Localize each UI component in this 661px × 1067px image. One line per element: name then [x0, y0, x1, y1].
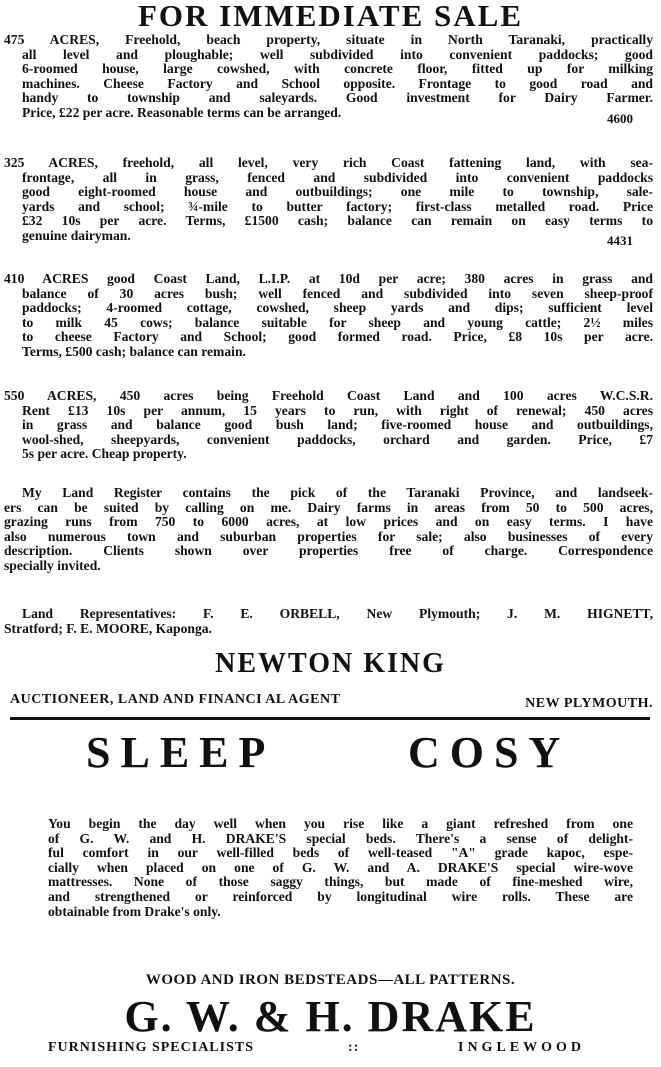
- register-line: also numerous town and suburban properties for sale; also businesses of every: [4, 528, 653, 544]
- listing-line: wool-shed, sheepyards, convenient paddocks, orchard and garden. Price, £7: [22, 431, 653, 447]
- agent-location: NEW PLYMOUTH.: [525, 696, 653, 711]
- listing-line: good eight-roomed house and outbuildings; one mile to township, sale-: [22, 184, 653, 200]
- register-line: grazing runs from 750 to 6000 acres, at low prices and on easy terms. I have: [4, 514, 653, 530]
- listing-325-acres: [0, 155, 661, 248]
- body-line: cially when placed on one of G. W. and A. DRAKE'S special wire-wove: [48, 859, 633, 875]
- listing-line: Rent £13 10s per annum, 15 years to run, with right of renewal; 450 acres: [22, 402, 653, 418]
- listing-line: to milk 45 cows; balance suitable for sheep and young cattle; 2½ miles: [22, 314, 653, 330]
- land-register-paragraph: [0, 486, 661, 574]
- firm-name: G. W. & H. DRAKE: [124, 992, 537, 1041]
- listing-line: 325 ACRES, freehold, all level, very rich Coast fattening land, with sea-: [4, 155, 653, 170]
- representatives-line: Land Representatives: F. E. ORBELL, New Plymouth; J. M. HIGNETT,: [22, 606, 653, 621]
- listing-line: [0, 104, 661, 126]
- listing-line-text: Price, £22 per acre. Reasonable terms can be arranged.: [22, 104, 342, 120]
- body-line: and strengthened or reinforced by longitudinal wire rolls. These are: [48, 888, 633, 904]
- register-line: My Land Register contains the pick of the Taranaki Province, and landseek-: [22, 485, 653, 500]
- listing-line: frontage, all in grass, fenced and subdivided into convenient paddocks: [22, 169, 653, 185]
- sleep-cosy-body: [0, 817, 661, 919]
- listing-475-acres: [0, 32, 661, 126]
- listing-line: paddocks; 4-roomed cottage, cowshed, sheep yards and dips; sufficient level: [22, 300, 653, 316]
- listing-line: all level and ploughable; well subdivided into convenient paddocks; good: [22, 46, 653, 62]
- listing-410-acres: [0, 272, 661, 360]
- listing-line-text: genuine dairyman.: [22, 227, 131, 243]
- listing-line: 475 ACRES, Freehold, beach property, situate in North Taranaki, practically: [4, 32, 653, 47]
- listing-line: 5s per acre. Cheap property.: [22, 446, 187, 462]
- body-line: mattresses. None of those saggy things, but made of fine-meshed wire,: [48, 874, 633, 890]
- listing-line: to cheese Factory and School; good formed road. Price, £8 10s per acre.: [22, 329, 653, 345]
- ad-divider-rule: [10, 717, 650, 720]
- agent-title: AUCTIONEER, LAND AND FINANCI AL AGENT: [10, 692, 341, 707]
- listing-line: balance of 30 acres bush; well fenced and subdivided into seven sheep-proof: [22, 285, 653, 301]
- firm-town: INGLEWOOD: [458, 1040, 586, 1055]
- listing-line: yards and school; ¾-mile to butter factory; first-class metalled road. Price: [22, 198, 653, 214]
- agent-name: NEWTON KING: [215, 648, 446, 679]
- body-line: You begin the day well when you rise like a giant refreshed from one: [48, 816, 633, 831]
- bedsteads-line: WOOD AND IRON BEDSTEADS—ALL PATTERNS.: [145, 972, 516, 988]
- firm-specialty: FURNISHING SPECIALISTS: [48, 1040, 254, 1055]
- listing-line: Terms, £500 cash; balance can remain.: [22, 343, 246, 359]
- listing-550-acres: [0, 389, 661, 462]
- listing-line: 410 ACRES good Coast Land, L.I.P. at 10d per acre; 380 acres in grass and: [4, 271, 653, 286]
- listing-line: machines. Cheese Factory and School opposite. Frontage to good road and: [22, 75, 653, 91]
- register-line: description. Clients shown over properties free of charge. Correspondence: [4, 543, 653, 559]
- ad-title-for-immediate-sale: FOR IMMEDIATE SALE: [137, 0, 524, 33]
- listing-line: 6-roomed house, large cowshed, with concrete floor, fitted up for milking: [22, 61, 653, 77]
- register-line: specially invited.: [4, 557, 101, 573]
- listing-line: £32 10s per acre. Terms, £1500 cash; balance can remain on easy terms to: [22, 213, 653, 229]
- separator-mark: ::: [348, 1040, 360, 1055]
- body-line: obtainable from Drake's only.: [48, 903, 221, 919]
- body-line: ful comfort in our well-filled beds of well-teased "A" grade kapoc, espe-: [48, 845, 633, 861]
- listing-line: handy to township and saleyards. Good investment for Dairy Farmer.: [22, 90, 653, 106]
- land-representatives: [0, 605, 661, 637]
- representatives-line: Stratford; F. E. MOORE, Kaponga.: [4, 621, 212, 636]
- listing-reference-number: 4431: [607, 232, 633, 248]
- listing-line: 550 ACRES, 450 acres being Freehold Coast Land and 100 acres W.C.S.R.: [4, 388, 653, 403]
- listing-line: [0, 227, 661, 248]
- register-line: ers can be suited by calling on me. Dairy farms in areas from 50 to 500 acres,: [4, 499, 653, 515]
- body-line: of G. W. and H. DRAKE'S special beds. There's a sense of delight-: [48, 830, 633, 846]
- listing-line: in grass and balance good bush land; five-roomed house and outbuildings,: [22, 417, 653, 433]
- listing-reference-number: 4600: [607, 110, 633, 126]
- ad-title-cosy: COSY: [408, 728, 571, 777]
- ad-title-sleep: SLEEP: [86, 728, 276, 777]
